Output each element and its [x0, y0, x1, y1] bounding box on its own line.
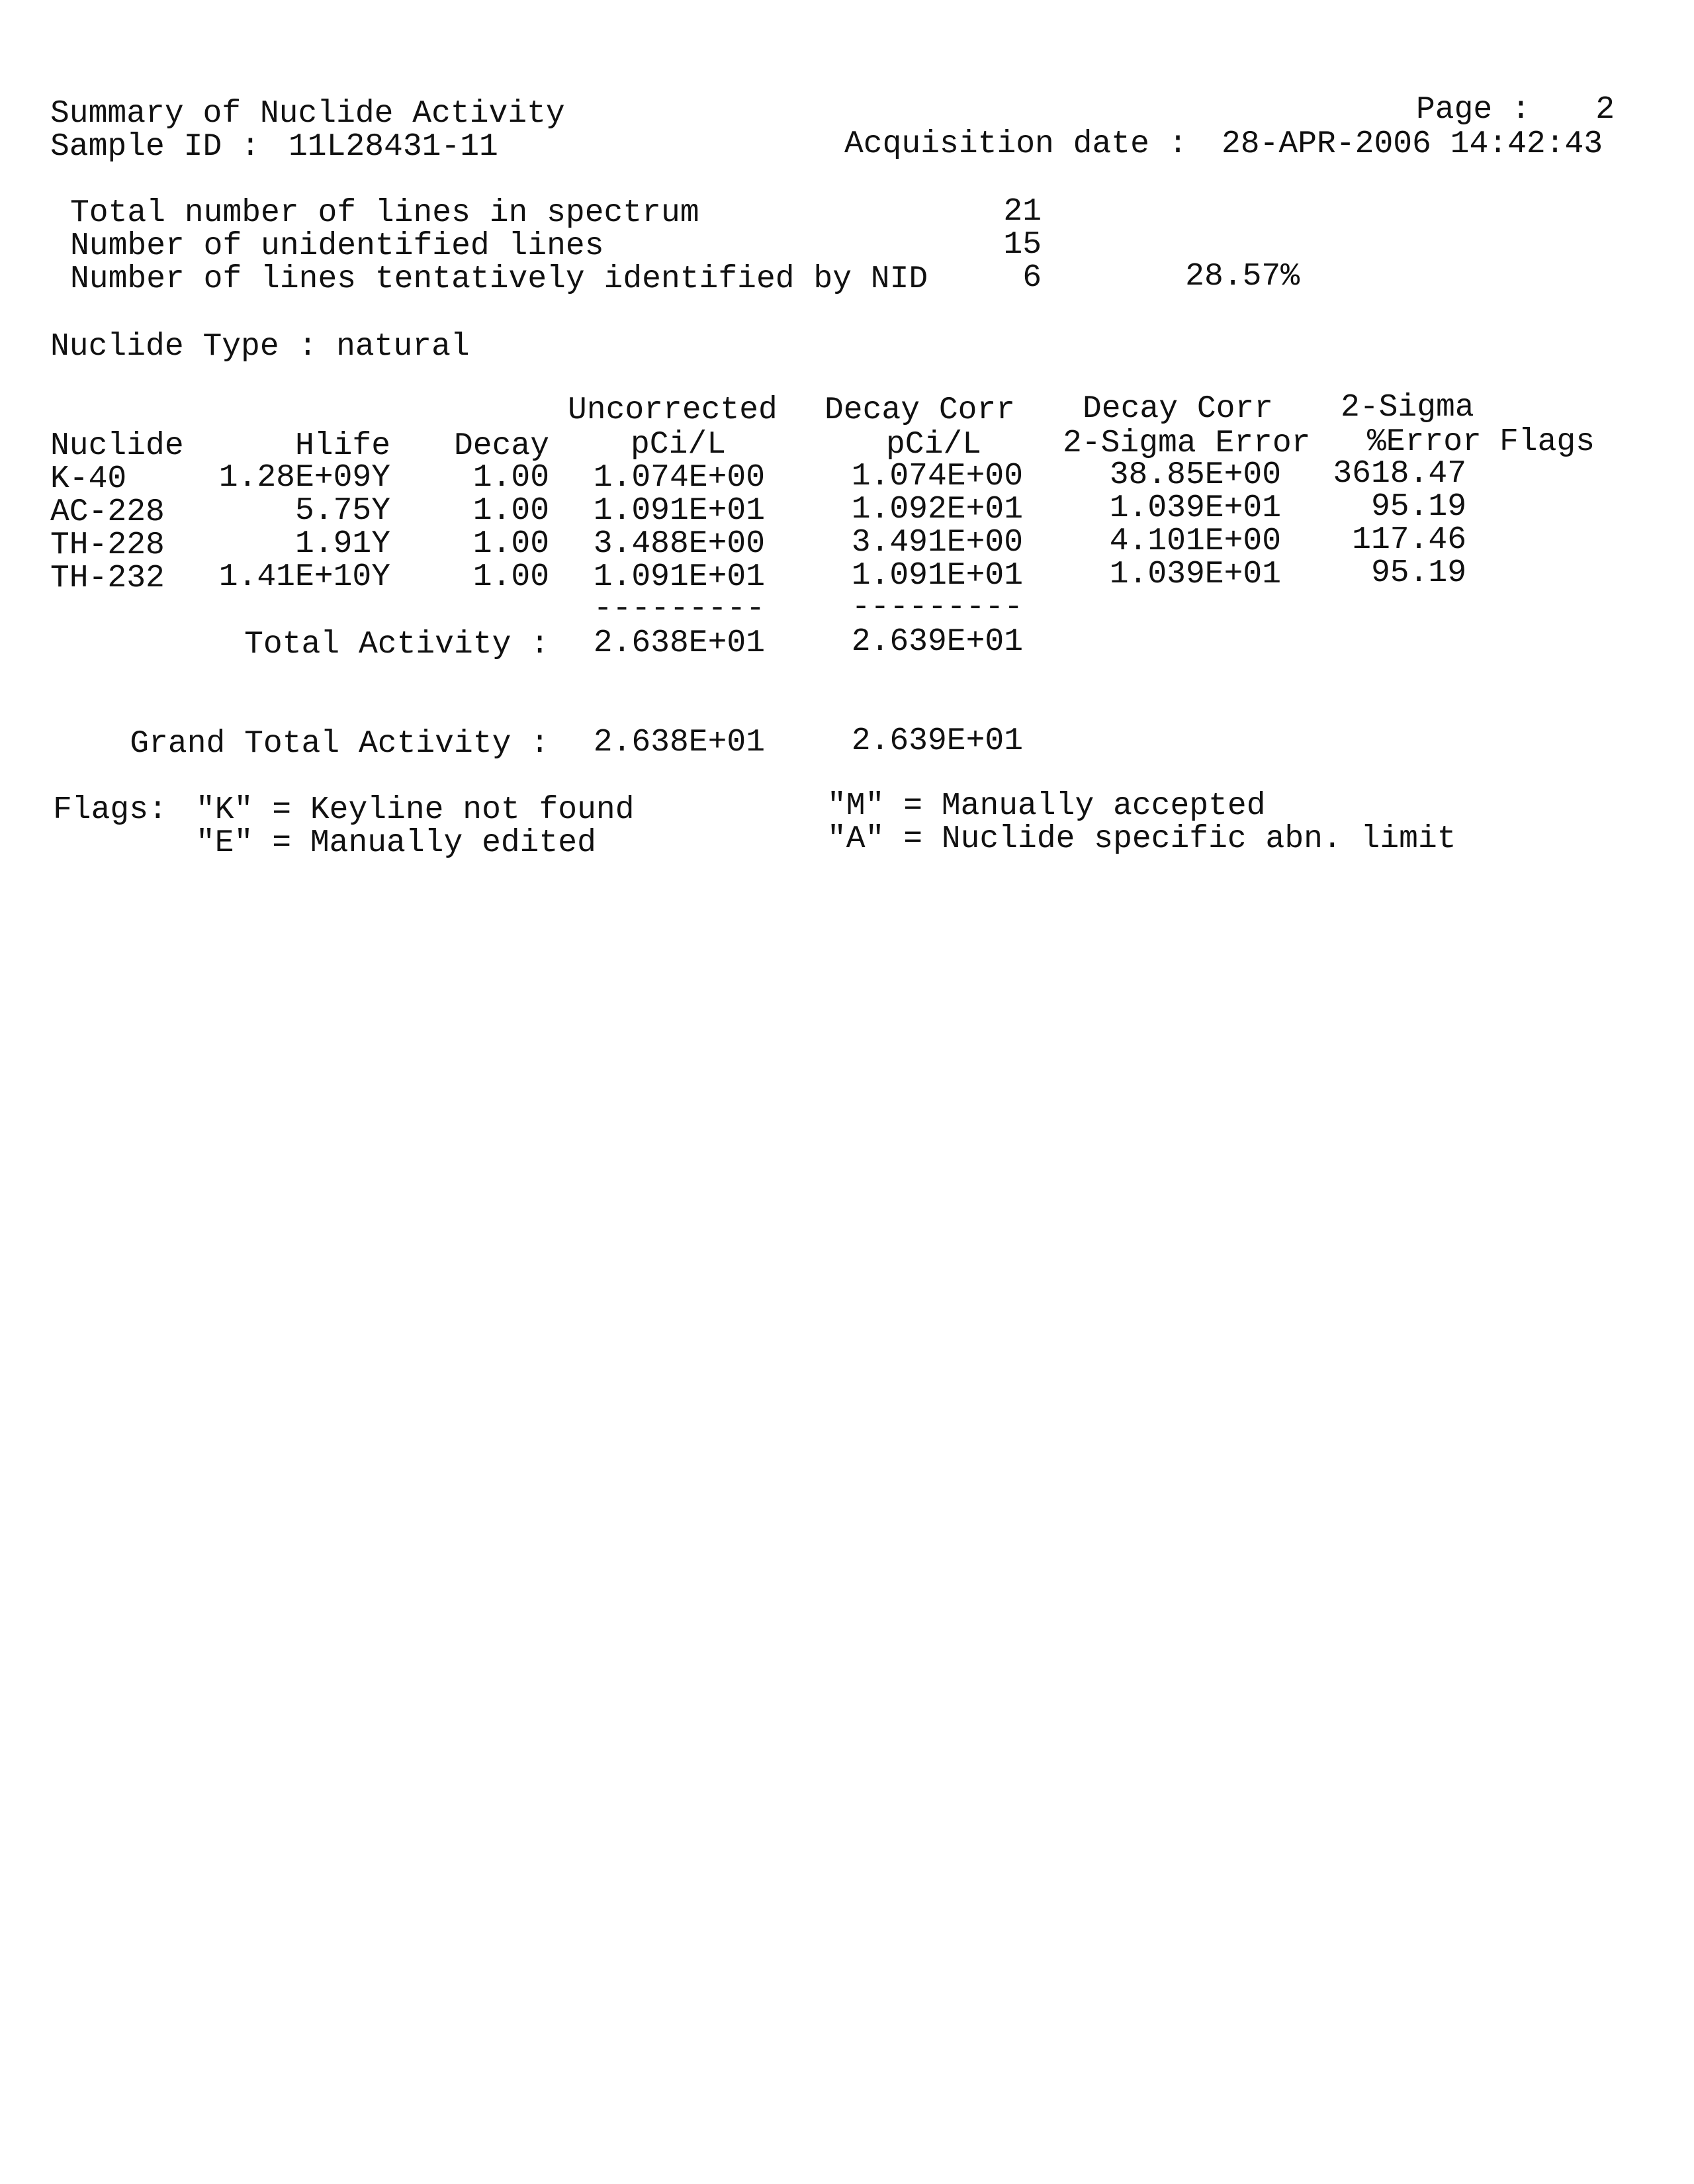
flag-m-legend: "M" = Manually accepted [827, 788, 1266, 824]
stat-nid-label: Number of lines tentatively identified by NID [70, 261, 928, 297]
col-header-decay: Decay [453, 428, 549, 464]
col-header-flags: Flags [1499, 424, 1595, 460]
row-nuclide: AC-228 [50, 494, 165, 530]
col-header-uncorrected-unit: pCi/L [630, 427, 727, 463]
row-hlife: 5.75Y [294, 493, 390, 529]
flag-k-legend: "K" = Keyline not found [196, 792, 635, 828]
sample-id-label: Sample ID : [50, 129, 260, 165]
row-pct-error: 95.19 [1370, 489, 1466, 525]
row-decay-corr: 1.092E+01 [851, 492, 1023, 527]
stat-nid-percent: 28.57% [1185, 259, 1300, 295]
row-2-sigma-error: 1.039E+01 [1109, 490, 1281, 526]
flag-e-legend: "E" = Manually edited [196, 825, 596, 861]
stat-total-lines-label: Total number of lines in spectrum [70, 195, 699, 231]
sample-id-value: 11L28431-11 [289, 129, 498, 165]
row-uncorrected: 1.091E+01 [593, 493, 765, 529]
row-2-sigma-error: 4.101E+00 [1109, 523, 1281, 559]
row-nuclide: TH-228 [50, 527, 165, 563]
report-title: Summary of Nuclide Activity [50, 96, 565, 132]
page-number: 2 [1595, 92, 1615, 128]
row-decay: 1.00 [472, 493, 549, 529]
row-pct-error: 95.19 [1370, 555, 1466, 591]
col-header-nuclide: Nuclide [50, 428, 184, 464]
row-decay-corr: 3.491E+00 [851, 525, 1023, 561]
row-hlife: 1.28E+09Y [218, 460, 390, 496]
row-decay: 1.00 [472, 460, 549, 496]
row-decay-corr: 1.091E+01 [851, 558, 1023, 594]
row-uncorrected: 3.488E+00 [593, 526, 765, 562]
row-nuclide: TH-232 [50, 561, 165, 596]
col-header-decay-corr: Decay Corr [825, 392, 1016, 428]
separator-uncorrected: --------- [593, 591, 765, 627]
row-pct-error: 3618.47 [1333, 456, 1466, 492]
row-decay: 1.00 [472, 526, 549, 562]
col-header-pct-error: %Error [1367, 424, 1482, 460]
acquisition-date-label: Acquisition date : [844, 126, 1188, 162]
row-nuclide: K-40 [50, 461, 127, 497]
total-activity-uncorrected: 2.638E+01 [593, 625, 765, 661]
total-activity-decay-corr: 2.639E+01 [851, 624, 1023, 660]
nuclide-type: Nuclide Type : natural [50, 329, 470, 365]
row-uncorrected: 1.091E+01 [593, 559, 765, 595]
col-header-2-sigma: 2-Sigma [1341, 390, 1474, 426]
flags-label: Flags: [53, 792, 167, 828]
row-decay: 1.00 [472, 559, 549, 595]
page-label: Page : [1416, 92, 1531, 128]
row-hlife: 1.91Y [294, 526, 390, 562]
col-header-uncorrected: Uncorrected [568, 392, 778, 428]
stat-unidentified-label: Number of unidentified lines [70, 228, 604, 264]
col-header-decay-corr-error: Decay Corr [1083, 391, 1274, 427]
stat-total-lines-value: 21 [1003, 194, 1042, 230]
row-2-sigma-error: 38.85E+00 [1109, 457, 1281, 493]
grand-total-activity-decay-corr: 2.639E+01 [851, 723, 1023, 759]
row-hlife: 1.41E+10Y [218, 559, 390, 595]
stat-nid-value: 6 [1022, 260, 1042, 296]
flag-a-legend: "A" = Nuclide specific abn. limit [827, 821, 1456, 857]
row-2-sigma-error: 1.039E+01 [1109, 557, 1281, 592]
row-decay-corr: 1.074E+00 [851, 459, 1023, 494]
separator-decay-corr: --------- [851, 590, 1023, 625]
grand-total-activity-label: Grand Total Activity : [130, 726, 549, 762]
stat-unidentified-value: 15 [1003, 227, 1042, 263]
row-pct-error: 117.46 [1352, 522, 1466, 558]
row-uncorrected: 1.074E+00 [593, 460, 765, 496]
col-header-decay-corr-unit: pCi/L [885, 427, 982, 463]
col-header-hlife: Hlife [294, 428, 390, 464]
col-header-2-sigma-error: 2-Sigma Error [1063, 426, 1311, 461]
grand-total-activity-uncorrected: 2.638E+01 [593, 725, 765, 760]
acquisition-date-value: 28-APR-2006 14:42:43 [1222, 126, 1603, 162]
total-activity-label: Total Activity : [244, 627, 549, 662]
